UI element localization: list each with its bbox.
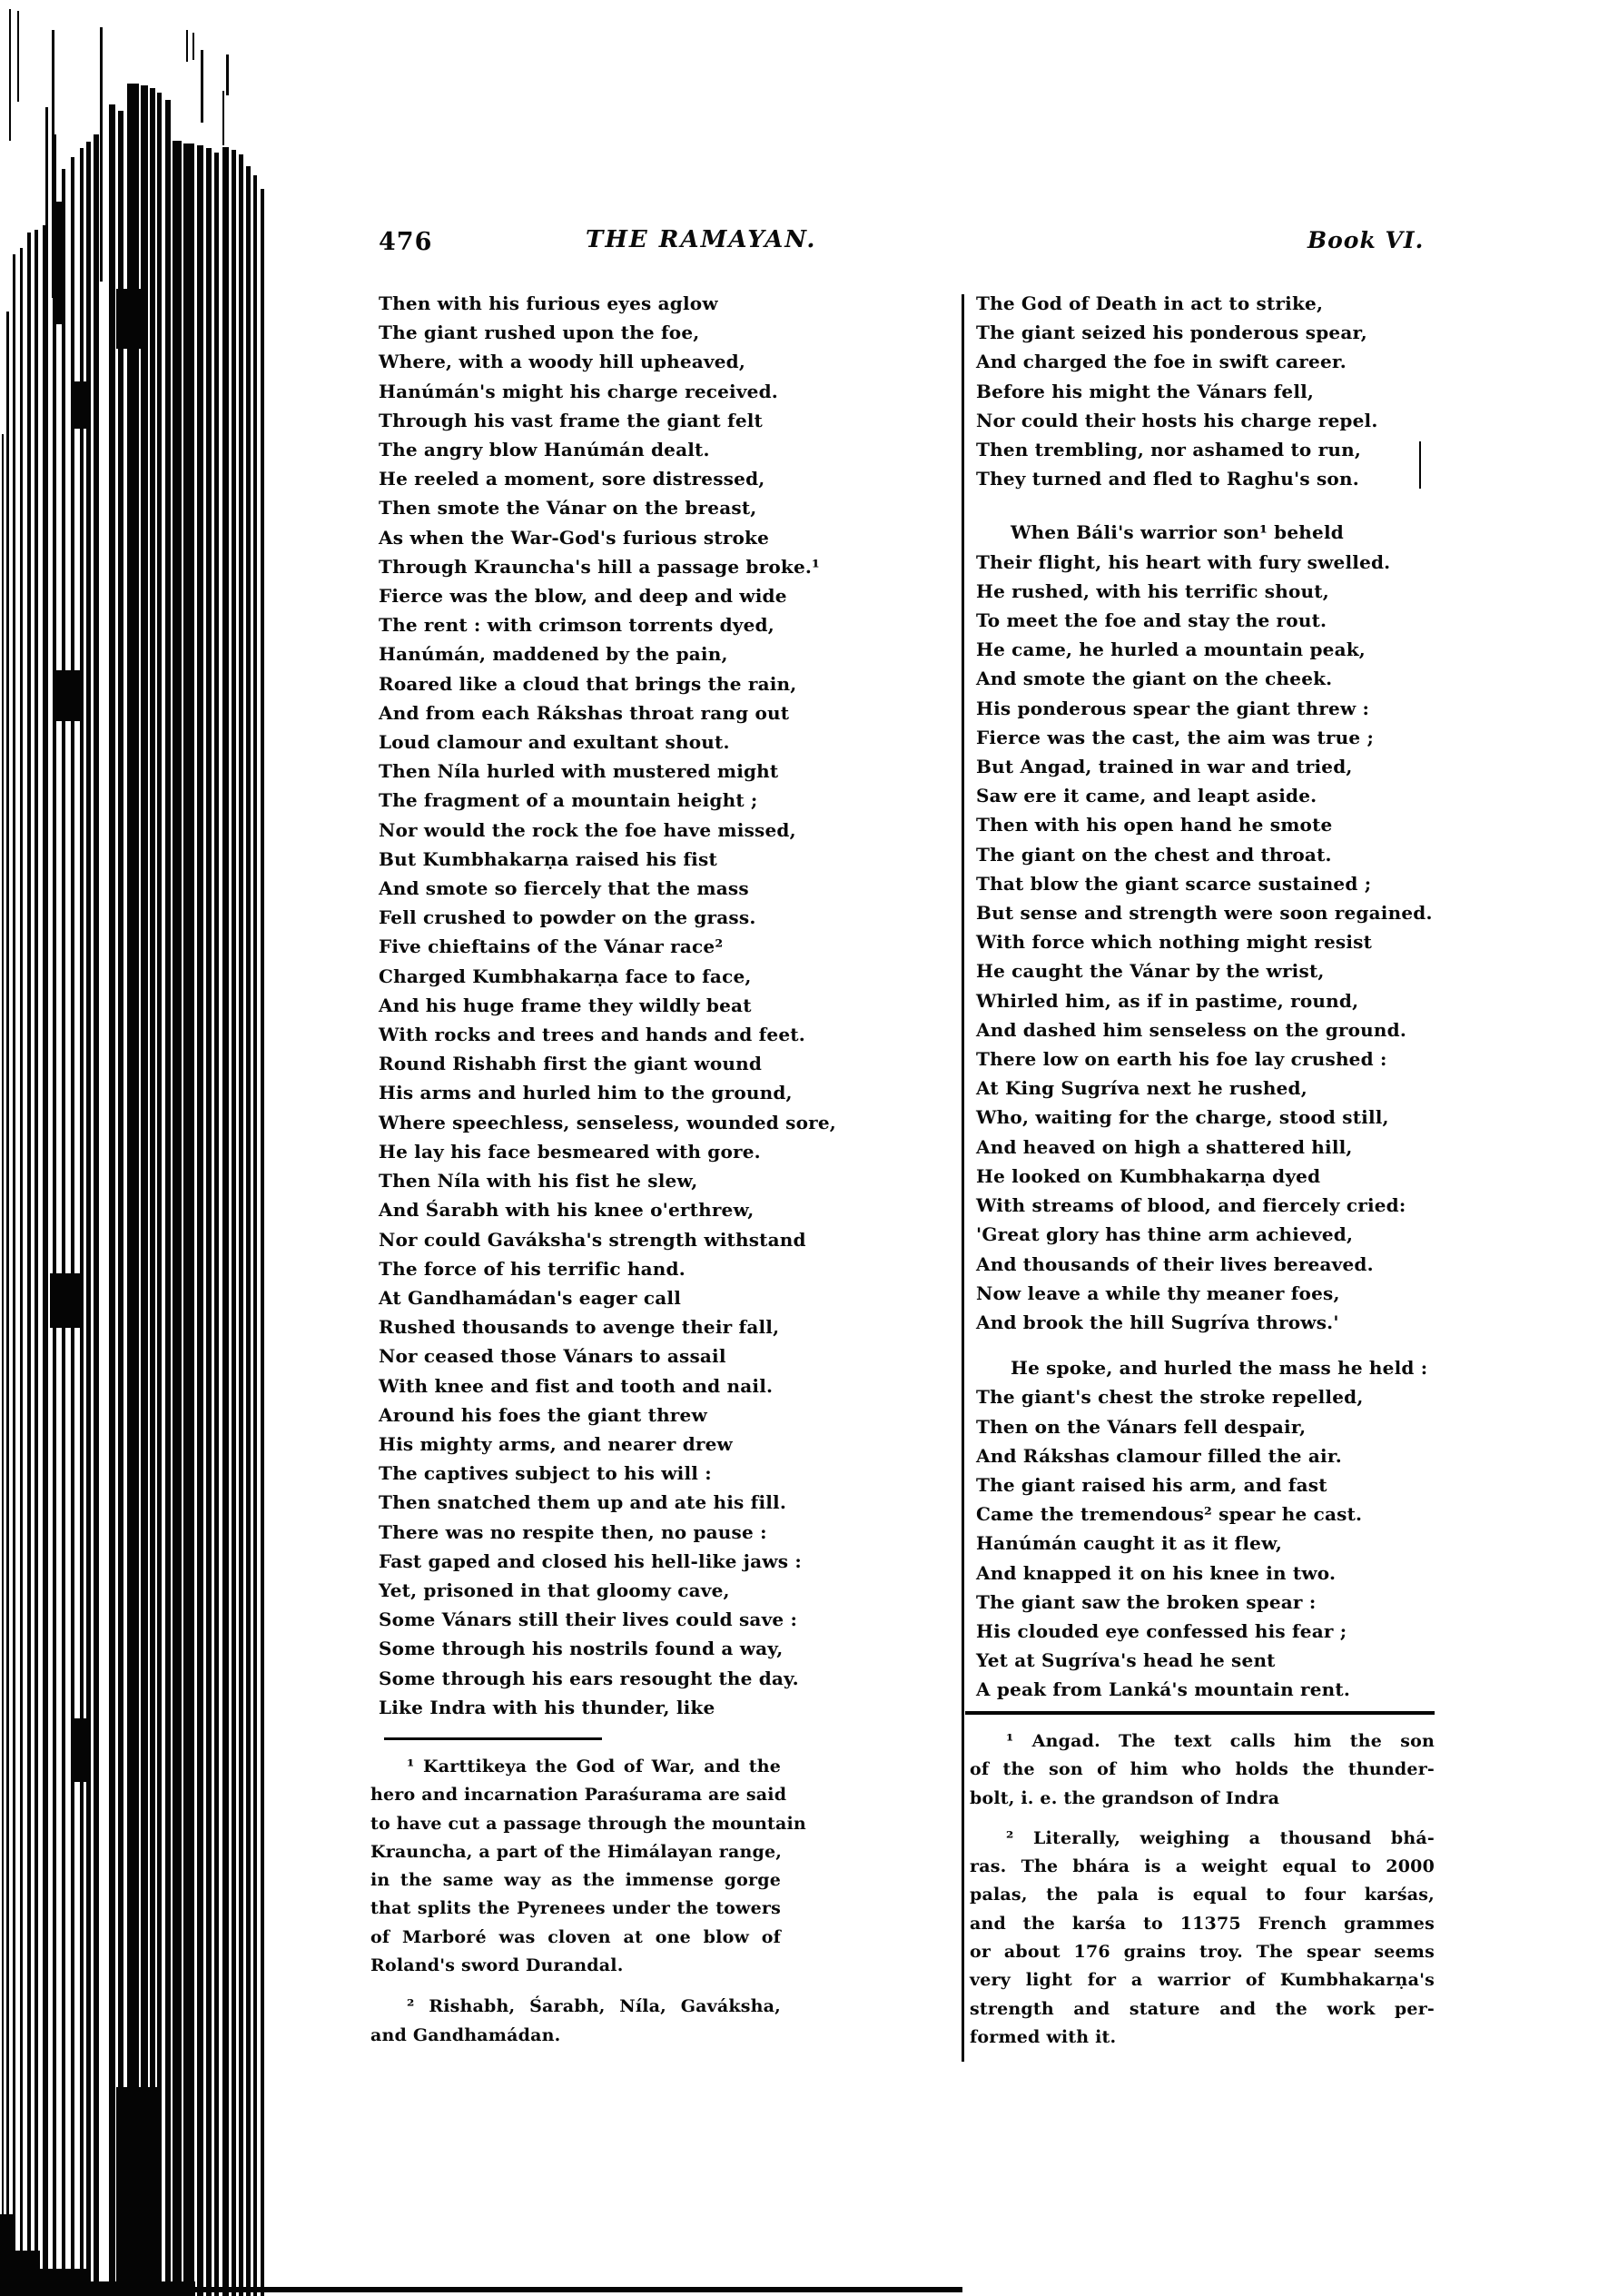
text-line: The rent : with crimson torrents dyed, (379, 614, 774, 637)
text-line: His arms and hurled him to the ground, (379, 1082, 793, 1104)
scan-streak (100, 27, 103, 282)
text-line: The force of his terrific hand. (379, 1257, 686, 1280)
text-line: Some through his nostrils found a way, (379, 1638, 784, 1660)
verse-paragraph (976, 289, 1441, 493)
text-line: At Gandhamádan's eager call (379, 1286, 682, 1309)
text-line: The captives subject to his will : (379, 1462, 712, 1485)
text-line: Through his vast frame the giant felt (379, 409, 763, 431)
text-line: His clouded eye confessed his fear ; (976, 1619, 1347, 1642)
scan-streak (261, 189, 264, 2296)
text-line: ¹ Karttikeya the God of War, and the (407, 1757, 781, 1776)
text-line: Who, waiting for the charge, stood still, (976, 1106, 1389, 1129)
text-line: Then Níla hurled with mustered might (379, 760, 779, 783)
footnote-paragraph (970, 1727, 1435, 1813)
text-line: Fierce was the cast, the aim was true ; (976, 726, 1375, 748)
scan-streak (116, 2087, 162, 2296)
scan-streak (38, 2269, 88, 2296)
text-line: As when the War-God's furious stroke (379, 526, 770, 549)
text-line: and Gandhamádan. (370, 2024, 561, 2045)
scan-streak (94, 134, 99, 2296)
scan-streak (35, 230, 38, 2296)
text-line: formed with it. (970, 2026, 1117, 2047)
text-line: But sense and strength were soon regained. (976, 902, 1433, 925)
scan-streak (53, 134, 56, 2296)
scan-streak (71, 381, 89, 429)
text-line: Charged Kumbhakarṇa face to face, (379, 965, 752, 987)
text-line: Then snatched them up and ate his fill. (379, 1491, 787, 1514)
scan-streak (232, 150, 236, 2296)
text-line: But Kumbhakarṇa raised his fist (379, 847, 717, 870)
text-line: Saw ere it came, and leapt aside. (976, 785, 1317, 807)
text-line: Loud clamour and exultant shout. (379, 731, 730, 754)
scan-streak (62, 169, 65, 2296)
scan-streak (157, 93, 162, 2296)
text-line: Where, with a woody hill upheaved, (379, 351, 745, 373)
text-line: His mighty arms, and nearer drew (379, 1432, 733, 1455)
scan-streak (150, 88, 155, 2296)
text-line: Roland's sword Durandal. (370, 1955, 624, 1976)
text-line: And his huge frame they wildly beat (379, 994, 752, 1016)
text-line: Then on the Vánars fell despair, (976, 1415, 1307, 1438)
scan-streak (109, 104, 115, 2296)
text-line: bolt, i. e. the grandson of Indra (970, 1787, 1280, 1808)
footnote-separator-right (965, 1711, 1435, 1715)
text-line: Yet, prisoned in that gloomy cave, (379, 1578, 730, 1601)
verse-column-left (379, 289, 836, 1722)
text-line: With knee and fist and tooth and nail. (379, 1374, 774, 1397)
text-line: palas, the pala is equal to four karśas, (970, 1885, 1435, 1905)
scan-streak (195, 2287, 962, 2292)
scan-streak (141, 85, 148, 2296)
text-line: And dashed him senseless on the ground. (976, 1018, 1407, 1041)
text-line: that splits the Pyrenees under the towers (370, 1898, 781, 1919)
text-line: And Rákshas clamour filled the air. (976, 1444, 1342, 1467)
scan-streak (186, 30, 188, 62)
scan-streak (116, 289, 145, 349)
scan-streak (71, 157, 74, 2296)
scan-streak (239, 154, 243, 2296)
scan-streak (27, 233, 31, 2296)
scan-streak (54, 670, 82, 721)
text-line: 'Great glory has thine arm achieved, (976, 1223, 1354, 1246)
text-line: Yet at Sugríva's head he sent (976, 1649, 1276, 1672)
scan-streak (222, 91, 224, 145)
text-line: Nor could their hosts his charge repel. (976, 409, 1378, 431)
scan-streak (17, 11, 19, 102)
text-line: or about 176 grains troy. The spear seems (970, 1942, 1435, 1963)
text-line: He lay his face besmeared with gore. (379, 1140, 761, 1163)
text-line: Round Rishabh first the giant wound (379, 1053, 763, 1075)
text-line: The giant on the chest and throat. (976, 843, 1332, 866)
text-line: Through Krauncha's hill a passage broke.¹ (379, 555, 820, 578)
scan-streak (9, 9, 11, 141)
text-line: And brook the hill Sugríva throws.' (976, 1311, 1339, 1333)
text-line: of Marboré was cloven at one blow of (370, 1926, 781, 1947)
text-line: Five chieftains of the Vánar race² (379, 935, 724, 958)
text-line: And knapped it on his knee in two. (976, 1561, 1337, 1584)
text-line: He spoke, and hurled the mass he held : (1011, 1357, 1428, 1380)
text-line: Around his foes the giant threw (379, 1403, 707, 1426)
text-line: Fell crushed to powder on the grass. (379, 906, 756, 929)
text-line: Nor ceased those Vánars to assail (379, 1345, 726, 1368)
text-line: Hanúmán caught it as it flew, (976, 1532, 1283, 1555)
text-line: And charged the foe in swift career. (976, 351, 1347, 373)
page-number: 476 (379, 228, 433, 256)
text-line: Then trembling, nor ashamed to run, (976, 439, 1362, 461)
scan-streak (206, 148, 212, 2296)
text-line: ² Rishabh, Śarabh, Níla, Gaváksha, (407, 1996, 781, 2017)
scan-streak (6, 312, 9, 2296)
text-line: Rushed thousands to avenge their fall, (379, 1316, 780, 1339)
scan-streak (73, 1718, 91, 1782)
scan-streak (201, 50, 203, 123)
column-divider-rule (962, 294, 964, 2062)
text-line: That blow the giant scarce sustained ; (976, 872, 1372, 895)
text-line: and the karśa to 11375 French grammes (970, 1913, 1435, 1934)
text-line: The giant seized his ponderous spear, (976, 322, 1367, 344)
scan-streak (118, 111, 123, 2296)
text-line: He rushed, with his terrific shout, (976, 579, 1329, 602)
text-line: And Śarabh with his knee o'erthrew, (379, 1199, 755, 1222)
text-line: With streams of blood, and fiercely cried: (976, 1194, 1406, 1217)
scan-streak (80, 148, 84, 2296)
text-line: But Angad, trained in war and tried, (976, 756, 1353, 778)
footnote-paragraph (370, 1993, 781, 2050)
text-line: The fragment of a mountain height ; (379, 789, 758, 812)
footnote-paragraph (370, 1753, 806, 1980)
text-line: Now leave a while thy meaner foes, (976, 1282, 1340, 1304)
scan-streak (197, 145, 203, 2296)
text-line: Nor could Gaváksha's strength withstand (379, 1228, 806, 1251)
text-line: The God of Death in act to strike, (976, 292, 1324, 314)
text-line: When Báli's warrior son¹ beheld (1011, 521, 1344, 544)
text-line: of the son of him who holds the thunder- (970, 1759, 1435, 1780)
scan-streak (253, 175, 257, 2296)
text-line: The giant saw the broken spear : (976, 1590, 1317, 1613)
page-title: THE RAMAYAN. (586, 226, 817, 253)
text-line: Like Indra with his thunder, like (379, 1696, 715, 1718)
scan-streak (50, 1273, 82, 1328)
text-line: And thousands of their lives bereaved. (976, 1252, 1374, 1275)
text-line: At King Sugríva next he rushed, (976, 1077, 1307, 1100)
scan-streak (222, 147, 229, 2296)
verse-paragraph (976, 518, 1441, 1337)
text-line: Krauncha, a part of the Himálayan range, (370, 1841, 783, 1862)
text-line: Before his might the Vánars fell, (976, 380, 1315, 402)
text-line: Roared like a cloud that brings the rain, (379, 672, 797, 695)
scan-streak (173, 141, 182, 2296)
scan-streak (13, 254, 15, 2296)
text-line: With rocks and trees and hands and feet. (379, 1024, 805, 1046)
footnotes-right (970, 1727, 1435, 2052)
text-line: strength and stature and the work per- (970, 1998, 1435, 2019)
text-line: And smote the giant on the cheek. (976, 668, 1333, 690)
book-volume-label: Book VI. (1307, 227, 1425, 253)
text-line: He caught the Vánar by the wrist, (976, 960, 1325, 983)
text-line: With force which nothing might resist (976, 931, 1373, 954)
text-line: Some Vánars still their lives could save : (379, 1608, 798, 1631)
scan-streak (13, 2251, 40, 2296)
text-line: Then Níla with his fist he slew, (379, 1170, 698, 1193)
text-line: Fast gaped and closed his hell-like jaws : (379, 1549, 802, 1572)
text-line: His ponderous spear the giant threw : (976, 697, 1370, 719)
text-line: Then with his furious eyes aglow (379, 292, 718, 314)
text-line: The angry blow Hanúmán dealt. (379, 439, 710, 461)
text-line: Some through his ears resought the day. (379, 1667, 799, 1689)
footnote-paragraph (970, 1825, 1435, 2052)
text-line: The giant's chest the stroke repelled, (976, 1386, 1364, 1409)
scan-streak (2, 434, 4, 2296)
text-line: Where speechless, senseless, wounded sore, (379, 1111, 836, 1133)
text-line: very light for a warrior of Kumbhakarṇa's (970, 1970, 1435, 1991)
scan-streak (86, 2281, 195, 2296)
scan-streak (226, 54, 229, 95)
scan-streak (86, 142, 91, 2296)
text-line: Hanúmán's might his charge received. (379, 380, 778, 402)
text-line: And from each Rákshas throat rang out (379, 701, 790, 724)
text-line: A peak from Lanká's mountain rent. (976, 1678, 1350, 1701)
text-line: Then with his open hand he smote (976, 814, 1333, 836)
scan-streak (246, 166, 251, 2296)
text-line: Hanúmán, maddened by the pain, (379, 643, 728, 666)
text-line: to have cut a passage through the mountain (370, 1813, 806, 1834)
scan-streak (192, 33, 194, 60)
text-line: He came, he hurled a mountain peak, (976, 638, 1366, 661)
text-line: The giant rushed upon the foe, (379, 322, 700, 344)
scan-streak (165, 100, 171, 2296)
text-line: Then smote the Vánar on the breast, (379, 497, 757, 520)
text-line: There low on earth his foe lay crushed : (976, 1048, 1387, 1071)
text-line: To meet the foe and stay the rout. (976, 609, 1327, 632)
text-line: Fierce was the blow, and deep and wide (379, 585, 787, 608)
scan-streak (183, 144, 194, 2296)
text-line: ² Literally, weighing a thousand bhá- (1006, 1827, 1435, 1848)
verse-paragraph (976, 1353, 1441, 1704)
text-line: There was no respite then, no pause : (379, 1520, 767, 1543)
scan-streak (20, 248, 23, 2296)
verse-column-right (976, 289, 1441, 1705)
text-line: He reeled a moment, sore distressed, (379, 468, 765, 490)
text-line: And smote so fiercely that the mass (379, 877, 749, 900)
footnote-separator-left (384, 1737, 602, 1740)
text-line: Their flight, his heart with fury swelled. (976, 550, 1391, 573)
text-line: Nor would the rock the foe have missed, (379, 818, 796, 841)
text-line: And heaved on high a shattered hill, (976, 1135, 1353, 1158)
text-line: They turned and fled to Raghu's son. (976, 468, 1359, 490)
text-line: He looked on Kumbhakarṇa dyed (976, 1164, 1321, 1187)
footnotes-left (370, 1753, 806, 2050)
text-line: The giant raised his arm, and fast (976, 1473, 1327, 1496)
text-line: in the same way as the immense gorge (370, 1870, 781, 1891)
text-line: Came the tremendous² spear he cast. (976, 1503, 1363, 1526)
verse-stanza (379, 289, 836, 1722)
scan-streak (214, 153, 219, 2296)
text-line: ¹ Angad. The text calls him the son (1006, 1731, 1435, 1751)
text-line: ras. The bhára is a weight equal to 2000 (970, 1856, 1435, 1877)
scan-streak (127, 84, 139, 2296)
text-line: hero and incarnation Paraśurama are said (370, 1785, 787, 1806)
text-line: Whirled him, as if in pastime, round, (976, 989, 1359, 1012)
scan-streak (43, 225, 46, 2296)
